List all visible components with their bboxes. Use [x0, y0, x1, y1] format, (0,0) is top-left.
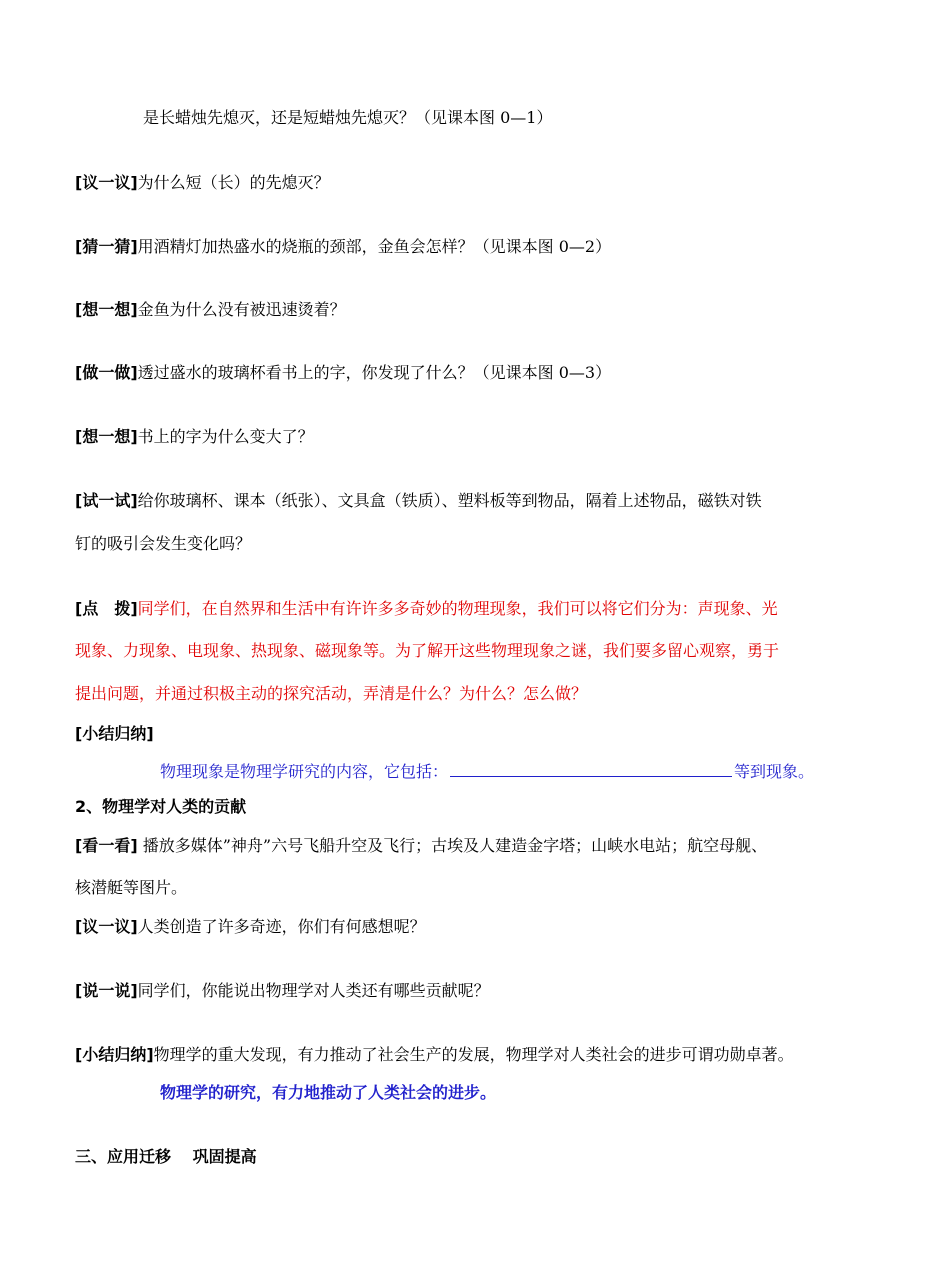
summary-heading	[75, 723, 154, 745]
section-tag: [试一试]	[75, 491, 138, 510]
line-text: 透过盛水的玻璃杯看书上的字，你发现了什么？（见课本图 0—3）	[137, 363, 612, 382]
paragraph-tip-cont-2	[75, 683, 587, 705]
line-text: 物理学的研究，有力地推动了人类社会的进步。	[160, 1083, 497, 1102]
line-text: 是长蜡烛先熄灭，还是短蜡烛先熄灭？（见课本图 0—1）	[143, 108, 553, 127]
paragraph-say	[75, 980, 490, 1002]
heading-text: 2、物理学对人类的贡献	[75, 797, 247, 816]
paragraph-do	[75, 362, 611, 384]
section-tag: [想一想]	[75, 427, 138, 446]
paragraph-try-cont	[75, 533, 251, 555]
line-text: 等到现象。	[734, 762, 815, 781]
line-text: 给你玻璃杯、课本（纸张）、文具盒（铁质）、塑料板等到物品，隔着上述物品，磁铁对铁	[137, 491, 762, 510]
line-text: 同学们，在自然界和生活中有许许多多奇妙的物理现象，我们可以将它们分为：声现象、光	[137, 599, 778, 618]
section-tag: [议一议]	[75, 917, 138, 936]
paragraph-tip	[75, 598, 778, 620]
paragraph-think-2	[75, 426, 314, 448]
answer-blank[interactable]	[450, 760, 732, 777]
line-text: 人类创造了许多奇迹，你们有何感想呢？	[137, 917, 426, 936]
line-text: 现象、力现象、电现象、热现象、磁现象等。为了解开这些物理现象之谜，我们要多留心观察，勇于	[75, 641, 780, 660]
paragraph-discuss-2	[75, 916, 426, 938]
section-tag: [看一看]	[75, 836, 138, 855]
line-text: 播放多媒体”神舟”六号飞船升空及飞行；古埃及人建造金字塔；山峡水电站；航空母舰、	[137, 836, 768, 855]
section-tag: [小结归纳]	[75, 724, 154, 743]
paragraph-guess	[75, 236, 611, 258]
fill-in-blank-line	[160, 760, 814, 783]
line-text: 为什么短（长）的先熄灭？	[137, 173, 330, 192]
section-tag: [想一想]	[75, 300, 138, 319]
section-heading-apply	[75, 1146, 257, 1168]
line-text: 核潜艇等图片。	[75, 878, 188, 897]
section-tag: [说一说]	[75, 981, 138, 1000]
section-tag: [小结归纳]	[75, 1045, 154, 1064]
section-tag: [议一议]	[75, 173, 138, 192]
line-text: 金鱼为什么没有被迅速烫着？	[137, 300, 346, 319]
line-text: 物理学的重大发现，有力推动了社会生产的发展，物理学对人类社会的进步可谓功勋卓著。	[153, 1045, 794, 1064]
line-text: 物理现象是物理学研究的内容，它包括：	[160, 762, 449, 781]
paragraph-discuss-1	[75, 172, 330, 194]
paragraph-think-1	[75, 299, 346, 321]
paragraph-try	[75, 490, 762, 512]
summary-conclusion	[160, 1082, 496, 1104]
line-text: 同学们，你能说出物理学对人类还有哪些贡献呢？	[137, 981, 490, 1000]
paragraph-tip-cont-1	[75, 640, 779, 662]
line-text: 钉的吸引会发生变化吗？	[75, 534, 252, 553]
line-text: 书上的字为什么变大了？	[137, 427, 314, 446]
paragraph-candle-question	[143, 107, 552, 129]
section-tag: [做一做]	[75, 363, 138, 382]
section-tag: [点 拨]	[75, 599, 138, 618]
section-tag: [猜一猜]	[75, 237, 138, 256]
heading-text: 三、应用迁移 巩固提高	[75, 1147, 257, 1166]
paragraph-summary-2	[75, 1044, 794, 1066]
line-text: 提出问题，并通过积极主动的探究活动，弄清是什么？为什么？怎么做？	[75, 684, 588, 703]
section-heading-contribution	[75, 796, 246, 818]
paragraph-watch-cont	[75, 877, 187, 899]
paragraph-watch	[75, 835, 767, 857]
line-text: 用酒精灯加热盛水的烧瓶的颈部，金鱼会怎样？（见课本图 0—2）	[137, 237, 612, 256]
